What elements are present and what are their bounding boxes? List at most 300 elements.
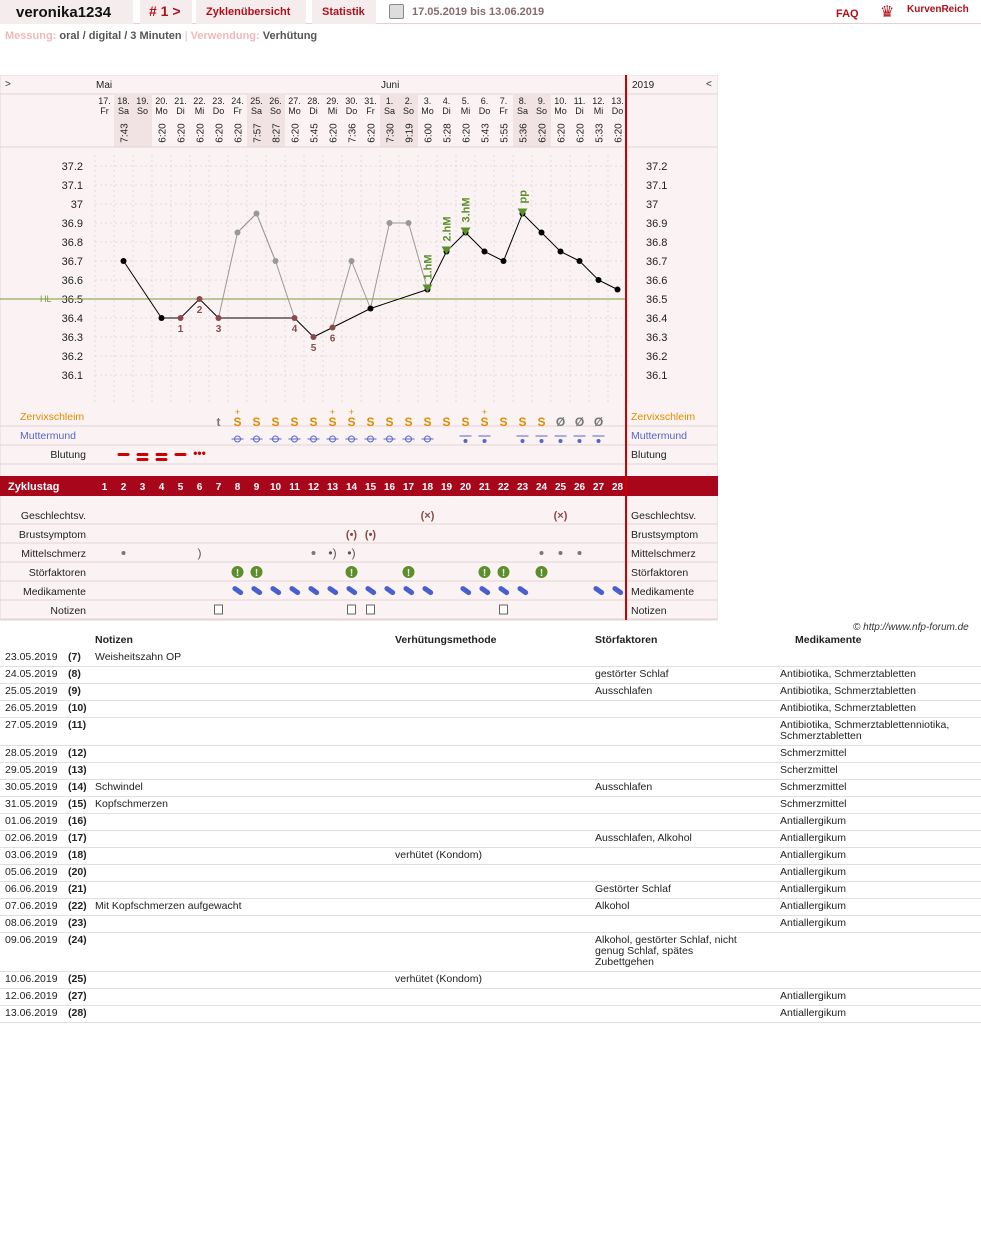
y-tick-label-right: 36.8 [646,237,668,249]
notes-row [0,667,981,684]
bleeding-mark [137,458,149,461]
time-label: 5:43 [480,123,492,143]
y-tick-label-right: 36.7 [646,256,668,268]
notes-cell-date: 12.06.2019 [5,990,58,1002]
cycle-day-number: 22 [497,482,510,493]
time-label: 7:57 [252,123,264,143]
notes-row [0,865,981,882]
mucus-mark: S [309,415,318,429]
weekday-label: Fr [499,106,508,116]
notes-cell-date: 27.05.2019 [5,719,58,731]
notes-cell-day: (14) [68,781,87,793]
notes-row [0,848,981,865]
usage-label: Verwendung: [190,30,260,42]
y-tick-label: 36.7 [61,256,83,268]
bleeding-mark [118,453,130,456]
mucus-mark: S [404,415,413,429]
notes-cell-day: (25) [68,973,87,985]
notes-cell-date: 02.06.2019 [5,832,58,844]
usage-value: Verhütung [262,30,318,42]
time-label: 6:20 [613,123,625,143]
time-label: 6:20 [290,123,302,143]
cervix-mark [464,439,468,443]
temperature-point [368,306,374,312]
note-icon [348,605,356,614]
cycle-day-number: 2 [120,482,127,493]
disturbance-icon: ! [482,568,487,579]
notes-cell-day: (8) [68,668,81,680]
mucus-mark: S [366,415,375,429]
notes-row [0,882,981,899]
date-label: 18. [117,96,130,106]
weekday-label: Mo [155,106,168,116]
mucus-mark: S [347,415,356,429]
disturbance-icon: ! [539,568,544,579]
temperature-point [197,296,203,302]
time-label: 6:20 [214,123,226,143]
time-label: 6:20 [233,123,245,143]
notes-row [0,972,981,989]
date-label: 10. [554,96,567,106]
mucus-plus: + [481,407,488,417]
bleeding-mark [175,453,187,456]
mucus-mark: Ø [593,415,604,429]
mittelschmerz-mark: •) [328,546,337,560]
date-label: 27. [288,96,301,106]
cervix-mark [559,439,563,443]
disturbance-icon: ! [349,568,354,579]
temperature-point [387,220,393,226]
header-method: Verhütungsmethode [395,634,497,646]
weekday-label: Fr [366,106,375,116]
temperature-point [235,230,241,236]
y-tick-label-right: 36.5 [646,294,668,306]
mucus-plus: + [329,407,336,417]
crown-logo-icon: ♛ [880,4,895,21]
cycle-day-number: 28 [611,482,624,493]
mittelschmerz-mark [559,551,563,555]
date-label: 8. [518,96,527,106]
y-tick-label-right: 37.1 [646,180,668,192]
temperature-point [615,287,621,293]
y-tick-label: 36.6 [61,275,83,287]
notes-cell-med: Schmerzmittel [780,747,847,759]
cycle-day-number: 9 [253,482,260,493]
top-bar [0,0,981,24]
notes-cell-day: (13) [68,764,87,776]
mucus-mark: S [499,415,508,429]
notes-cell-date: 01.06.2019 [5,815,58,827]
separator: | [184,30,188,42]
mucus-mark: S [233,415,242,429]
notes-cell-med: Antibiotika, Schmerztablettenniotika, Schmerztabletten [780,719,950,742]
y-tick-label-right: 37 [646,199,659,211]
weekday-label: Mo [421,106,434,116]
header-medication: Medikamente [795,634,862,646]
time-label: 7:30 [385,123,397,143]
header-notes: Notizen [95,634,133,646]
cycle-number-button[interactable]: # 1 > [140,0,192,24]
date-label: 19. [136,96,149,106]
note-icon [500,605,508,614]
notes-cell-day: (21) [68,883,87,895]
date-label: 28. [307,96,320,106]
disturbance-icon: ! [501,568,506,579]
notes-row [0,1006,981,1023]
mittelschmerz-mark: •) [347,546,356,560]
notes-cell-date: 24.05.2019 [5,668,58,680]
y-tick-label-right: 37.2 [646,161,668,173]
notes-cell-date: 23.05.2019 [5,651,58,663]
cervix-mark [540,439,544,443]
cycle-day-number: 17 [402,482,415,493]
time-label: 7:36 [347,123,359,143]
time-label: 7:43 [119,123,131,143]
weekday-label: Mo [288,106,301,116]
weekday-label: Mi [194,106,205,116]
y-tick-label: 36.5 [61,294,83,306]
note-icon [215,605,223,614]
low-label: 6 [329,333,336,345]
low-label: 3 [215,324,222,335]
row-label-mittel: Mittelschmerz [21,548,86,560]
notes-cell-med: Schmerzmittel [780,781,847,793]
month-label: Juni [381,80,400,91]
intercourse-icon: (×) [553,510,568,522]
notes-row [0,831,981,848]
weekday-label: So [136,106,149,116]
cycle-day-number: 8 [234,482,241,493]
time-label: 6:20 [575,123,587,143]
bleeding-mark [156,453,168,456]
y-tick-label: 36.4 [61,313,83,325]
hl-label: HL [40,294,52,304]
time-label: 6:00 [423,123,435,143]
time-label: 6:20 [328,123,340,143]
date-label: 12. [592,96,605,106]
cycle-chart [0,75,718,622]
notes-row [0,701,981,718]
date-label: 11. [573,96,586,106]
mucus-plus: + [348,407,355,417]
notes-cell-date: 03.06.2019 [5,849,58,861]
row-label-mutter: Muttermund [20,430,77,442]
measurement-label: Messung: [5,30,57,42]
mucus-mark: S [480,415,489,429]
calendar-icon[interactable] [389,4,404,19]
weekday-label: Sa [383,106,396,116]
time-label: 5:33 [594,123,606,143]
y-tick-label: 36.8 [61,237,83,249]
notes-cell-day: (28) [68,1007,87,1019]
notes-cell-med: Antiallergikum [780,917,846,929]
notes-cell-date: 13.06.2019 [5,1007,58,1019]
notes-cell-med: Antiallergikum [780,883,846,895]
notes-cell-day: (24) [68,934,87,946]
temperature-point [577,258,583,264]
weekday-label: Mo [554,106,567,116]
high-label: 3.hM [460,197,473,223]
notes-cell-day: (9) [68,685,81,697]
notes-cell-date: 08.06.2019 [5,917,58,929]
notes-cell-stor: Ausschlafen, Alkohol [595,832,692,844]
notes-cell-day: (20) [68,866,87,878]
temperature-point [558,249,564,255]
y-tick-label: 36.9 [61,218,83,230]
disturbance-icon: ! [254,568,259,579]
header-disturbances: Störfaktoren [595,634,658,646]
mucus-mark: S [442,415,451,429]
weekday-label: Fr [100,106,109,116]
temperature-point [159,315,165,321]
cycle-day-label: Zyklustag [8,481,60,493]
tab-cycle-overview[interactable]: Zyklenübersicht [196,0,306,24]
row-label-notiz: Notizen [50,605,86,617]
row-label-right-stor: Störfaktoren [631,567,689,579]
mucus-mark: Ø [555,415,566,429]
notes-cell-date: 25.05.2019 [5,685,58,697]
date-label: 2. [404,96,413,106]
time-label: 5:55 [499,123,511,143]
weekday-label: Fr [233,106,242,116]
cycle-day-number: 19 [440,482,453,493]
notes-cell-med: Antiallergikum [780,832,846,844]
cycle-day-number: 13 [326,482,339,493]
notes-cell-date: 31.05.2019 [5,798,58,810]
date-label: 7. [499,96,508,106]
time-label: 5:36 [518,123,530,143]
row-label-right-brust: Brustsymptom [631,529,699,541]
notes-cell-day: (7) [68,651,81,663]
low-label: 2 [196,305,203,316]
high-label: pp [517,190,530,204]
notes-cell-date: 09.06.2019 [5,934,58,946]
mittelschmerz-mark: ) [197,546,202,560]
notes-cell-date: 10.06.2019 [5,973,58,985]
cycle-day-number: 3 [139,482,146,493]
temperature-point [216,315,222,321]
weekday-label: Di [442,106,451,116]
date-label: 26. [269,96,282,106]
row-label-gv: Geschlechtsv. [20,510,86,522]
weekday-label: Di [575,106,584,116]
notes-row [0,989,981,1006]
cycle-day-number: 1 [101,482,108,493]
temperature-point [501,258,507,264]
cycle-day-number: 7 [215,482,222,493]
y-tick-label: 37.2 [61,161,83,173]
row-label-right-zervix: Zervixschleim [631,411,696,423]
cycle-day-number: 15 [364,482,377,493]
notes-cell-med: Antiallergikum [780,866,846,878]
nav-prev-button[interactable]: > [5,79,11,90]
breast-icon: (•) [345,529,358,541]
mucus-mark: S [385,415,394,429]
mittelschmerz-mark [578,551,582,555]
y-tick-label: 36.2 [61,351,83,363]
temperature-point [273,258,279,264]
cervix-mark [483,439,487,443]
notes-cell-med: Antibiotika, Schmerztabletten [780,685,916,697]
notes-cell-day: (15) [68,798,87,810]
temperature-point [311,334,317,340]
credit: © http://www.nfp-forum.de [853,622,969,633]
cycle-day-number: 4 [158,482,165,493]
notes-cell-day: (17) [68,832,87,844]
cycle-day-number: 27 [592,482,605,493]
weekday-label: Do [478,106,491,116]
bleeding-mark: ••• [193,446,206,460]
cycle-day-number: 10 [269,482,282,493]
cervix-mark [597,439,601,443]
low-label: 4 [291,324,298,335]
nav-next-button[interactable]: < [706,79,712,90]
notes-cell-day: (10) [68,702,87,714]
notes-row [0,718,981,746]
y-tick-label: 37.1 [61,180,83,192]
notes-cell-date: 05.06.2019 [5,866,58,878]
time-label: 6:20 [461,123,473,143]
mittelschmerz-mark [540,551,544,555]
notes-cell-med: Antiallergikum [780,1007,846,1019]
y-tick-label-right: 36.4 [646,313,668,325]
y-tick-label-right: 36.2 [646,351,668,363]
notes-cell-date: 07.06.2019 [5,900,58,912]
notes-cell-date: 06.06.2019 [5,883,58,895]
high-label: 2.hM [441,216,454,242]
date-label: 21. [174,96,187,106]
row-label-stor: Störfaktoren [28,567,86,579]
tab-statistics[interactable]: Statistik [312,0,376,24]
weekday-label: Di [176,106,185,116]
y-tick-label: 37 [70,199,83,211]
username: veronika1234 [0,0,133,24]
weekday-label: Do [212,106,225,116]
notes-cell-note: Mit Kopfschmerzen aufgewacht [95,900,242,912]
row-label-right-notiz: Notizen [631,605,667,617]
bleeding-mark [137,453,149,456]
notes-cell-note: Schwindel [95,781,143,793]
row-label-brust: Brustsymptom [18,529,86,541]
weekday-label: Sa [516,106,529,116]
cycle-day-number: 5 [177,482,184,493]
cervix-mark [521,439,525,443]
cycle-day-number: 6 [196,482,203,493]
high-label: 1.hM [422,254,435,280]
notes-row [0,650,981,667]
disturbance-icon: ! [406,568,411,579]
notes-cell-day: (18) [68,849,87,861]
notes-cell-med: Schmerzmittel [780,798,847,810]
notes-cell-med: Antibiotika, Schmerztabletten [780,702,916,714]
cycle-day-number: 14 [345,482,358,493]
faq-link[interactable]: FAQ [836,8,859,20]
year-label: 2019 [632,80,655,91]
date-label: 29. [326,96,339,106]
notes-cell-med: Antiallergikum [780,815,846,827]
notes-row [0,814,981,831]
date-label: 31. [364,96,377,106]
notes-row [0,797,981,814]
weekday-label: Mi [327,106,338,116]
weekday-label: Do [611,106,624,116]
date-label: 13. [611,96,624,106]
date-label: 5. [461,96,470,106]
cycle-day-number: 11 [289,482,300,493]
cycle-day-number: 12 [307,482,320,493]
y-tick-label-right: 36.6 [646,275,668,287]
weekday-label: So [269,106,282,116]
notes-row [0,780,981,797]
low-label: 5 [310,343,317,354]
temperature-point [482,249,488,255]
temperature-point [292,315,298,321]
intercourse-icon: (×) [420,510,435,522]
time-label: 6:20 [537,123,549,143]
y-tick-label: 36.1 [61,370,83,382]
mucus-mark: S [271,415,280,429]
notes-cell-day: (22) [68,900,87,912]
notes-cell-day: (27) [68,990,87,1002]
notes-cell-stor: Alkohol, gestörter Schlaf, nicht genug Schlaf, spätes Zubettgehen [595,934,737,968]
notes-cell-stor: Ausschlafen [595,685,653,697]
row-label-right-mittel: Mittelschmerz [631,548,696,560]
cycle-day-number: 21 [478,482,491,493]
mucus-mark: Ø [574,415,585,429]
date-label: 22. [193,96,206,106]
time-label: 6:20 [366,123,378,143]
weekday-label: Sa [250,106,263,116]
date-label: 3. [423,96,432,106]
time-label: 6:20 [176,123,188,143]
mittelschmerz-mark [122,551,126,555]
disturbance-icon: ! [235,568,240,579]
notes-cell-note: Weisheitszahn OP [95,651,182,663]
notes-cell-stor: gestörter Schlaf [595,668,669,680]
temperature-point [596,277,602,283]
notes-row [0,746,981,763]
mucus-mark: S [537,415,546,429]
mucus-mark: S [518,415,527,429]
notes-cell-day: (12) [68,747,87,759]
notes-row [0,763,981,780]
date-label: 30. [345,96,358,106]
notes-cell-method: verhütet (Kondom) [395,849,482,861]
temperature-point [121,258,127,264]
measurement-info [5,30,317,42]
time-label: 8:27 [271,123,283,143]
notes-cell-med: Scherzmittel [780,764,838,776]
weekday-label: Mi [593,106,604,116]
mucus-mark: S [328,415,337,429]
time-label: 9:19 [404,123,416,143]
brand-name[interactable]: KurvenReich [907,4,969,15]
time-label: 5:28 [442,123,454,143]
y-tick-label-right: 36.1 [646,370,668,382]
date-range: 17.05.2019 bis 13.06.2019 [412,6,545,18]
date-label: 24. [231,96,244,106]
notes-cell-date: 30.05.2019 [5,781,58,793]
cycle-day-number: 26 [573,482,586,493]
weekday-label: Di [309,106,318,116]
notes-row [0,899,981,916]
low-label: 1 [177,324,184,335]
notes-cell-day: (11) [68,719,87,731]
cycle-day-bar [0,476,718,496]
date-label: 20. [155,96,168,106]
mucus-mark: S [252,415,261,429]
chart-background [0,75,718,620]
